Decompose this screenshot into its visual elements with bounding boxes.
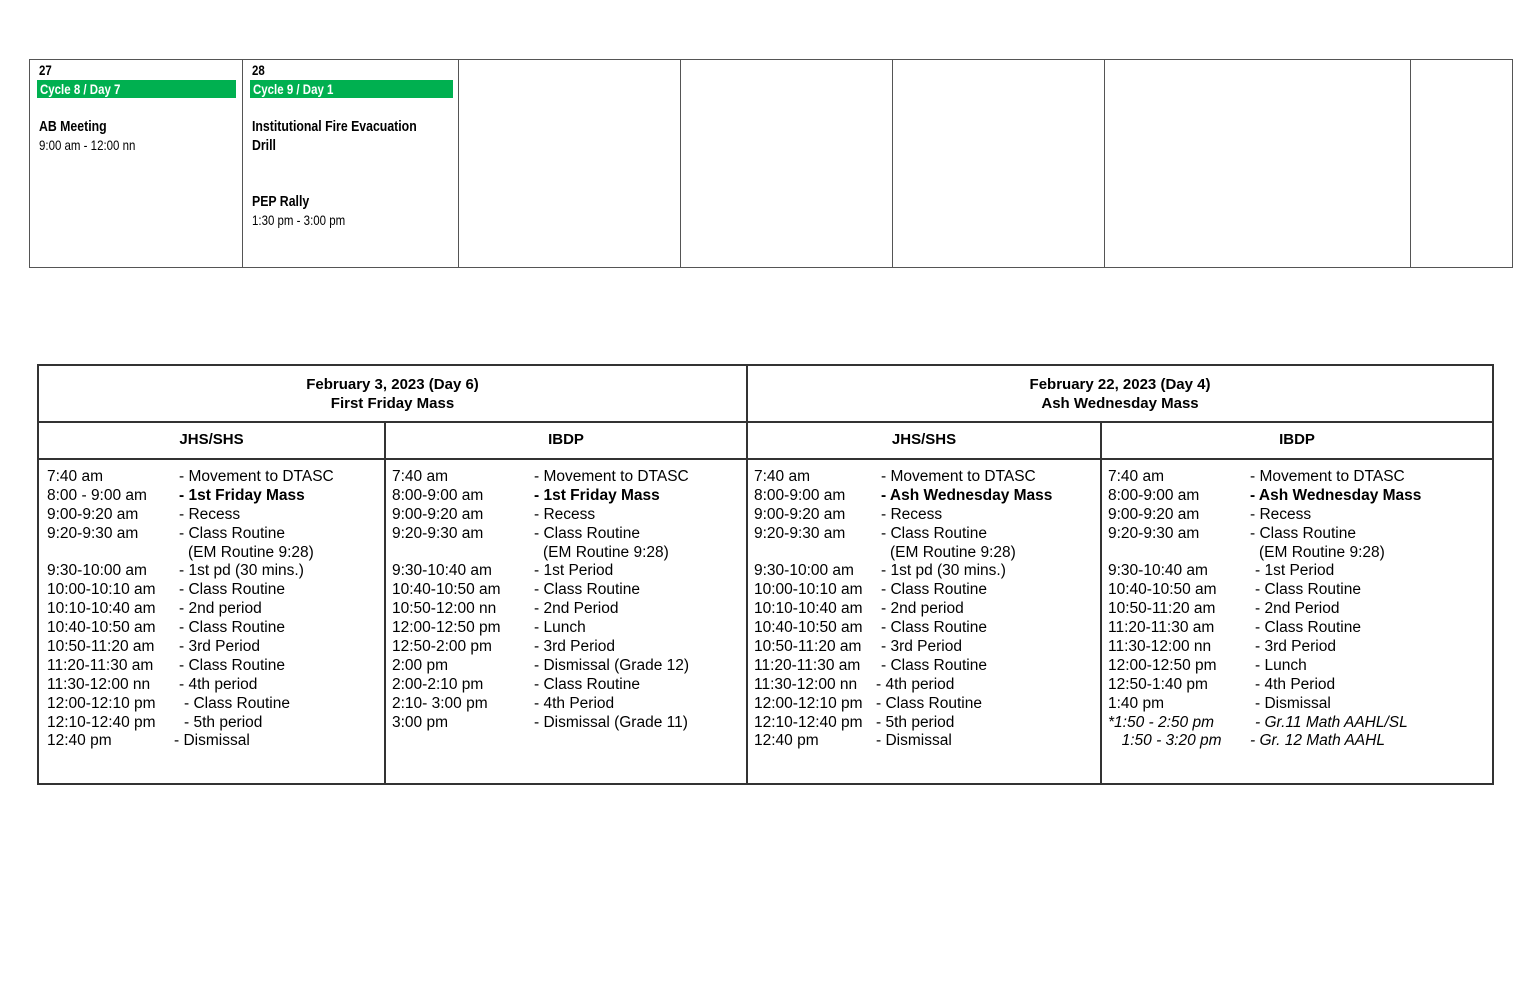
calendar-day-27[interactable] [30,60,243,267]
row-time: 9:30-10:00 am [754,562,854,580]
row-activity: (EM Routine 9:28) [188,543,314,561]
group-event: Ash Wednesday Mass [1041,395,1199,412]
day-number: 27 [39,62,52,78]
row-time: 10:40-10:50 am [392,581,501,599]
group-date: February 3, 2023 (Day 6) [306,376,479,393]
row-time: 12:40 pm [47,732,112,750]
row-activity: - 1st Friday Mass [179,486,305,504]
row-activity: - 2nd period [881,600,964,618]
row-time: 10:00-10:10 am [754,581,863,599]
row-activity: - Recess [881,505,943,523]
row-activity: - 5th period [184,713,263,731]
row-activity: - Dismissal [174,732,250,750]
row-activity: - Class Routine [179,619,285,637]
row-activity: - 3rd Period [1255,638,1336,656]
row-time: 8:00-9:00 am [754,486,846,504]
row-activity: - 1st Period [1255,562,1335,580]
divider [39,421,1492,423]
calendar-week-row [29,59,1513,268]
row-activity: - 1st Friday Mass [534,486,660,504]
event-time: 1:30 pm - 3:00 pm [252,212,346,228]
row-time: 9:00-9:20 am [392,505,484,523]
row-time: 7:40 am [1108,468,1165,485]
row-time: 8:00 - 9:00 am [47,486,147,504]
row-time: 12:50-1:40 pm [1108,675,1208,693]
row-activity: - Class Routine [179,524,285,542]
divider [384,421,386,783]
row-activity: - 3rd Period [881,638,962,656]
row-activity: - Class Routine [881,581,987,599]
row-activity: - Class Routine [179,656,285,674]
row-activity: - 2nd period [179,600,262,618]
row-time: 10:50-11:20 am [1108,600,1216,618]
row-time: 9:30-10:00 am [47,562,147,580]
row-activity: - Class Routine [1255,619,1361,637]
row-time: *1:50 - 2:50 pm [1108,713,1214,731]
row-activity: - Gr.11 Math AAHL/SL [1255,713,1408,731]
row-time: 12:50-2:00 pm [392,638,492,656]
row-activity: - Movement to DTASC [179,468,334,485]
row-time: 9:20-9:30 am [47,524,139,542]
row-time: 10:00-10:10 am [47,581,156,599]
row-time: 9:30-10:40 am [1108,562,1208,580]
divider [1100,421,1102,783]
row-time: 11:20-11:30 am [754,656,861,674]
row-activity: - Class Routine [184,694,290,712]
calendar-day-empty[interactable] [459,60,681,267]
column-header-jhs-shs: JHS/SHS [891,431,957,448]
row-activity: - Dismissal [1255,694,1331,712]
mass-schedule-table [37,364,1494,785]
row-activity: - Class Routine [881,619,987,637]
row-time: 12:00-12:10 pm [47,694,156,712]
row-time: 9:20-9:30 am [1108,524,1200,542]
row-activity: - 5th period [876,713,955,731]
calendar-day-empty[interactable] [1105,60,1411,267]
row-time: 2:10- 3:00 pm [392,694,488,712]
event-time: 9:00 am - 12:00 nn [39,137,136,153]
row-time: 12:00-12:50 pm [392,619,501,637]
row-time: 9:30-10:40 am [392,562,492,580]
row-time: 9:00-9:20 am [1108,505,1200,523]
row-time: 10:40-10:50 am [1108,581,1217,599]
row-activity: - Ash Wednesday Mass [881,486,1053,504]
row-activity: - Class Routine [1255,581,1361,599]
row-time: 11:30-12:00 nn [47,675,151,693]
row-time: 10:40-10:50 am [47,619,156,637]
divider [746,366,748,783]
row-time: 11:30-12:00 nn [754,675,858,693]
row-activity: - 2nd Period [534,600,619,618]
row-time: 10:10-10:40 am [47,600,156,618]
row-activity: - Class Routine [179,581,285,599]
row-activity: - Recess [179,505,241,523]
row-activity: - Gr. 12 Math AAHL [1250,732,1385,750]
row-activity: (EM Routine 9:28) [1259,543,1385,561]
row-time: 11:30-12:00 nn [1108,638,1212,656]
row-time: 7:40 am [754,468,811,485]
group-date: February 22, 2023 (Day 4) [1029,376,1211,393]
row-time: 10:50-11:20 am [47,638,155,656]
row-activity: - Movement to DTASC [534,468,689,485]
column-header-ibdp: IBDP [548,431,584,448]
row-activity: (EM Routine 9:28) [543,543,669,561]
column-header-ibdp: IBDP [1279,431,1315,448]
row-time: 12:40 pm [754,732,819,750]
event-title: Institutional Fire Evacuation [252,118,417,135]
row-time: 9:20-9:30 am [392,524,484,542]
row-activity: - Dismissal (Grade 11) [534,713,688,731]
row-activity: - 4th Period [1255,675,1336,693]
calendar-day-empty[interactable] [681,60,893,267]
row-activity: - 1st pd (30 mins.) [881,562,1006,580]
calendar-day-empty[interactable] [1411,60,1512,267]
row-activity: - Movement to DTASC [1250,468,1405,485]
row-activity: - 4th period [876,675,955,693]
row-activity: - Lunch [1255,656,1307,674]
row-time: 12:10-12:40 pm [754,713,863,731]
row-activity: - Dismissal [876,732,952,750]
row-time: 11:20-11:30 am [47,656,154,674]
row-time: 10:50-11:20 am [754,638,862,656]
day-number: 28 [252,62,265,78]
row-time: 9:00-9:20 am [47,505,139,523]
row-time: 10:10-10:40 am [754,600,863,618]
row-time: 9:00-9:20 am [754,505,846,523]
row-time: 2:00-2:10 pm [392,675,484,693]
row-activity: - Lunch [534,619,586,637]
row-activity: - Class Routine [876,694,982,712]
calendar-day-28[interactable] [243,60,459,267]
row-time: 12:10-12:40 pm [47,713,156,731]
event-title: AB Meeting [39,118,107,135]
row-time: 12:00-12:50 pm [1108,656,1217,674]
row-activity: - 1st pd (30 mins.) [179,562,304,580]
row-activity: (EM Routine 9:28) [890,543,1016,561]
group-header-feb-3 [39,375,746,413]
row-time: 9:20-9:30 am [754,524,846,542]
row-time: 7:40 am [47,468,104,485]
row-activity: - Ash Wednesday Mass [1250,486,1422,504]
row-activity: - 2nd Period [1255,600,1340,618]
row-time: 1:50 - 3:20 pm [1113,732,1222,750]
row-activity: - Dismissal (Grade 12) [534,656,690,674]
column-header-jhs-shs: JHS/SHS [179,431,244,448]
row-time: 12:00-12:10 pm [754,694,863,712]
row-activity: - Movement to DTASC [881,468,1036,485]
event-title: PEP Rally [252,193,310,210]
row-activity: - 3rd Period [179,638,260,656]
event-title-continued: Drill [252,137,276,154]
calendar-day-empty[interactable] [893,60,1105,267]
row-activity: - Class Routine [534,581,640,599]
row-activity: - Class Routine [1250,524,1356,542]
row-activity: - Class Routine [534,675,640,693]
row-time: 7:40 am [392,468,449,485]
row-time: 2:00 pm [392,656,449,674]
row-time: 11:20-11:30 am [1108,619,1215,637]
divider [39,458,1492,460]
row-activity: - Class Routine [534,524,640,542]
cycle-badge: Cycle 9 / Day 1 [250,80,453,98]
group-event: First Friday Mass [330,395,455,412]
row-activity: - Class Routine [881,656,987,674]
row-activity: - 3rd Period [534,638,615,656]
cycle-badge: Cycle 8 / Day 7 [37,80,236,98]
row-time: 1:40 pm [1108,694,1165,712]
row-activity: - Recess [534,505,596,523]
row-time: 10:50-12:00 nn [392,600,497,618]
row-activity: - Class Routine [881,524,987,542]
row-activity: - Recess [1250,505,1312,523]
group-header-feb-22 [748,375,1492,413]
row-time: 8:00-9:00 am [1108,486,1200,504]
row-time: 8:00-9:00 am [392,486,484,504]
row-time: 10:40-10:50 am [754,619,863,637]
row-activity: - 4th period [179,675,258,693]
row-activity: - 4th Period [534,694,615,712]
row-activity: - 1st Period [534,562,614,580]
row-time: 3:00 pm [392,713,449,731]
